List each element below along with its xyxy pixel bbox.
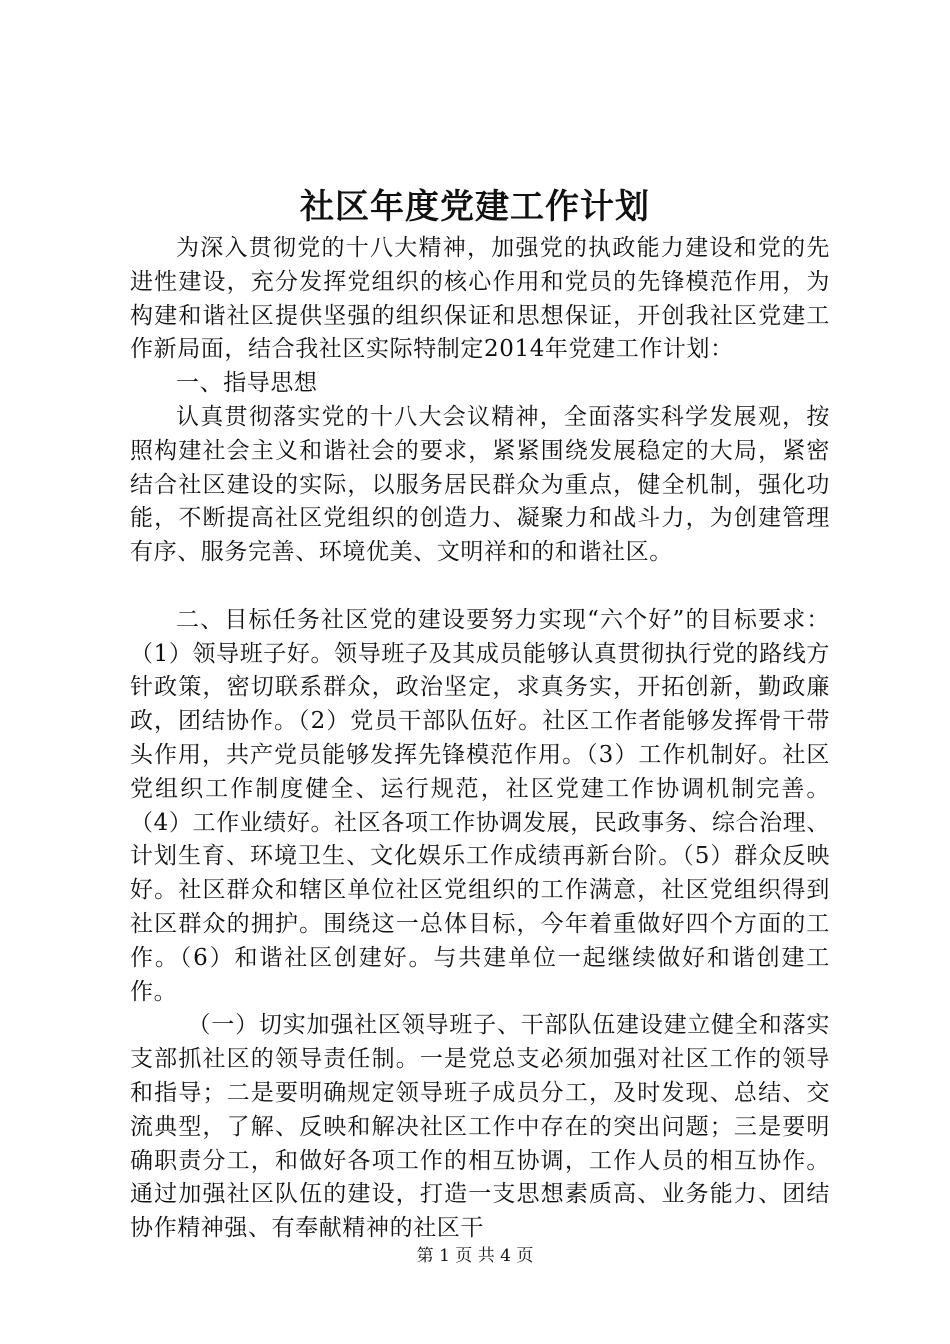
leadership-building-paragraph: （一）切实加强社区领导班子、干部队伍建设建立健全和落实支部抓社区的领导责任制。一是党总支必须加强对社区工作的领导和指导；二是要明确规定领导班子成员分工，及时发现、总结、交流典型，了解、反映和解决社区工作中存在的突出问题；三是要明确职责分工，和做好各项工作的相互协调，工作人员的相互协作。通过加强社区队伍的建设，打造一支思想素质高、业务能力、团结协作精神强、有奉献精神的社区干 — [130, 1012, 830, 1242]
paragraph-spacer — [130, 570, 830, 604]
intro-paragraph: 为深入贯彻党的十八大精神，加强党的执政能力建设和党的先进性建设，充分发挥党组织的核心作用和党员的先锋模范作用，为构建和谐社区提供坚强的组织保证和思想保证，开创我社区党建工作新局面，结合我社区实际特制定2014年党建工作计划： — [130, 235, 830, 363]
document-body — [130, 232, 830, 1246]
goals-paragraph: 二、目标任务社区党的建设要努力实现“六个好”的目标要求：（1）领导班子好。领导班子及其成员能够认真贯彻执行党的路线方针政策，密切联系群众，政治坚定，求真务实，开拓创新，勤政廉政，团结协作。（2）党员干部队伍好。社区工作者能够发挥骨干带头作用，共产党员能够发挥先锋模范作用。（3）工作机制好。社区党组织工作制度健全、运行规范，社区党建工作协调机制完善。（4）工作业绩好。社区各项工作协调发展，民政事务、综合治理、计划生育、环境卫生、文化娱乐工作成绩再新台阶。（5）群众反映好。社区群众和辖区单位社区党组织的工作满意，社区党组织得到社区群众的拥护。围绕这一总体目标，今年着重做好四个方面的工作。（6）和谐社区创建好。与共建单位一起继续做好和谐创建工作。 — [130, 606, 830, 1005]
guiding-thought-paragraph: 认真贯彻落实党的十八大会议精神，全面落实科学发展观，按照构建社会主义和谐社会的要求，紧紧围绕发展稳定的大局，紧密结合社区建设的实际，以服务居民群众为重点，健全机制，强化功能，不断提高社区党组织的创造力、凝聚力和战斗力，为创建管理有序、服务完善、环境优美、文明祥和的和谐社区。 — [130, 403, 830, 566]
document-title: 社区年度党建工作计划 — [300, 187, 650, 227]
page-number-footer: 第 1 页 共 4 页 — [416, 1246, 534, 1266]
section-heading-guiding-thought: 一、指导思想 — [176, 370, 318, 397]
